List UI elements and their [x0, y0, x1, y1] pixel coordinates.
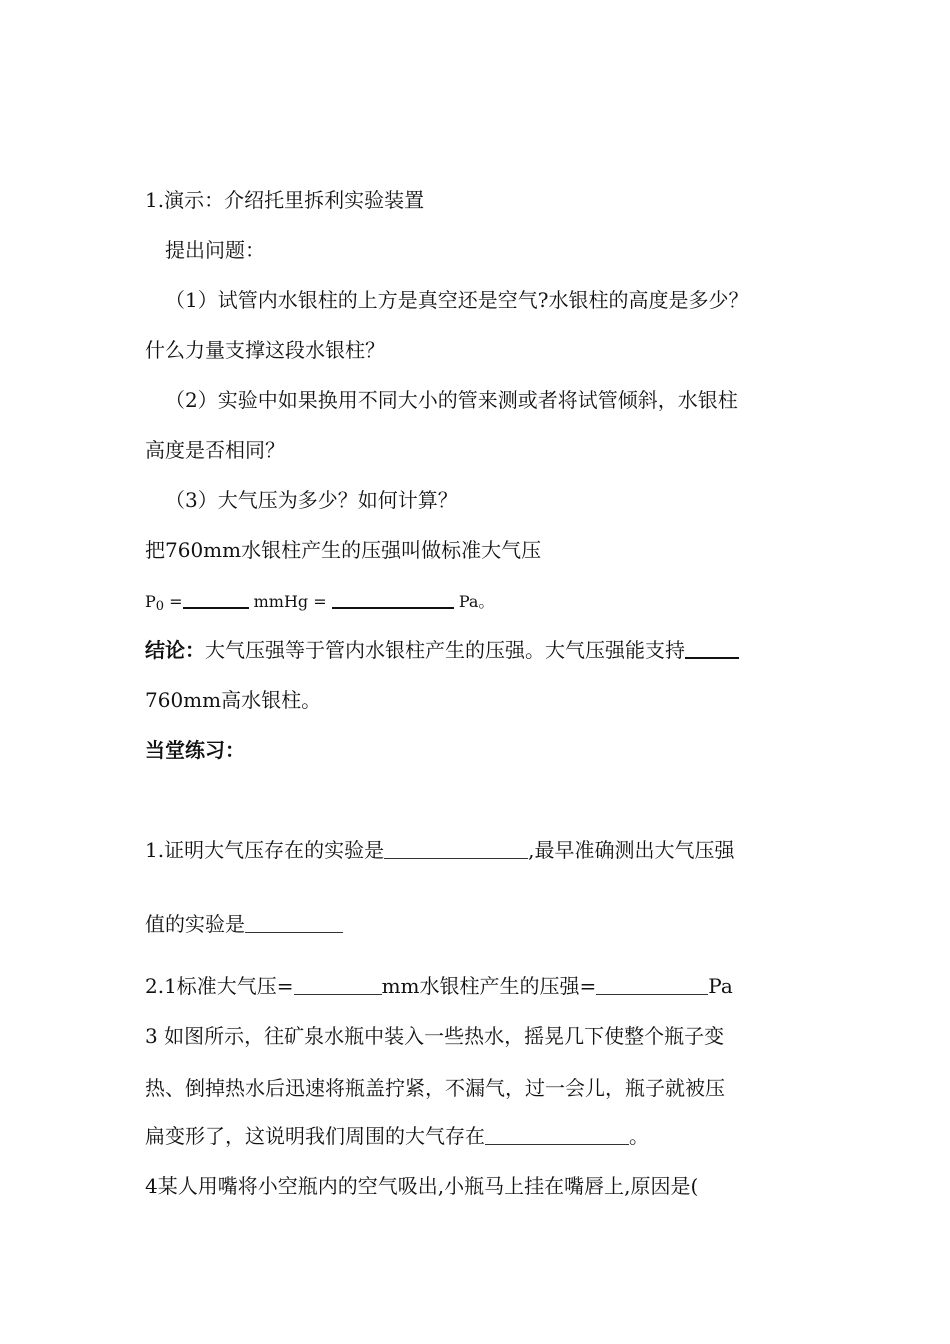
- question-2-line-1: （2）实验中如果换用不同大小的管来测或者将试管倾斜，水银柱: [165, 388, 738, 412]
- formula-blank-pa[interactable]: [332, 587, 454, 609]
- question-1-line-2: 什么力量支撑这段水银柱？: [145, 338, 385, 362]
- practice-heading: 当堂练习：: [145, 738, 245, 762]
- item-2-blank-1[interactable]: [294, 974, 382, 995]
- practice-item-4: 4某人用嘴将小空瓶内的空气吸出,小瓶马上挂在嘴唇上,原因是(: [145, 1174, 699, 1198]
- practice-item-2: [145, 972, 825, 1000]
- formula-subscript: 0: [155, 599, 165, 614]
- formula-unit-pa: Pa。: [453, 592, 495, 611]
- item-1-blank-1[interactable]: [384, 838, 528, 859]
- formula-p: P: [145, 592, 156, 611]
- question-intro: 提出问题：: [165, 238, 265, 262]
- item-2-text-a: 2.1标准大气压=: [145, 974, 294, 998]
- item-2-text-c: Pa: [708, 974, 733, 998]
- conclusion-line-1: [145, 636, 825, 664]
- item-1-text-c: 值的实验是: [145, 912, 245, 936]
- practice-item-3-line-2: 热、倒掉热水后迅速将瓶盖拧紧，不漏气，过一会儿，瓶子就被压: [145, 1076, 725, 1100]
- conclusion-blank[interactable]: [685, 637, 739, 659]
- item-1-text-b: ,最早准确测出大气压强: [528, 838, 735, 862]
- formula-blank-mmhg[interactable]: [183, 587, 249, 609]
- demo-title: 1.演示：介绍托里拆利实验装置: [145, 188, 425, 212]
- formula-unit-mmhg: mmHg =: [248, 592, 332, 611]
- conclusion-text: 大气压强等于管内水银柱产生的压强。大气压强能支持: [205, 638, 685, 662]
- question-3: （3）大气压为多少？如何计算？: [165, 488, 458, 512]
- question-1-line-1: （1）试管内水银柱的上方是真空还是空气?水银柱的高度是多少？: [165, 288, 749, 312]
- item-2-blank-2[interactable]: [596, 974, 708, 995]
- item-2-text-b: mm水银柱产生的压强=: [381, 974, 597, 998]
- item-3-blank[interactable]: [485, 1124, 629, 1145]
- standard-pressure-definition: 把760mm水银柱产生的压强叫做标准大气压: [145, 538, 542, 562]
- conclusion-line-2: 760mm高水银柱。: [145, 688, 322, 712]
- conclusion-label: 结论：: [145, 638, 205, 662]
- practice-item-3-line-3: [145, 1122, 825, 1150]
- item-1-text-a: 1.证明大气压存在的实验是: [145, 838, 385, 862]
- pressure-formula: [145, 586, 825, 621]
- item-3-text-b: 。: [629, 1124, 649, 1148]
- practice-item-3-line-1: 3 如图所示，往矿泉水瓶中装入一些热水，摇晃几下使整个瓶子变: [145, 1024, 725, 1048]
- practice-item-1-line-1: [145, 836, 825, 864]
- item-1-blank-2[interactable]: [245, 912, 343, 933]
- formula-equals: =: [164, 592, 183, 611]
- item-3-text-a: 扁变形了，这说明我们周围的大气存在: [145, 1124, 485, 1148]
- question-2-line-2: 高度是否相同？: [145, 438, 285, 462]
- practice-item-1-line-2: [145, 910, 825, 938]
